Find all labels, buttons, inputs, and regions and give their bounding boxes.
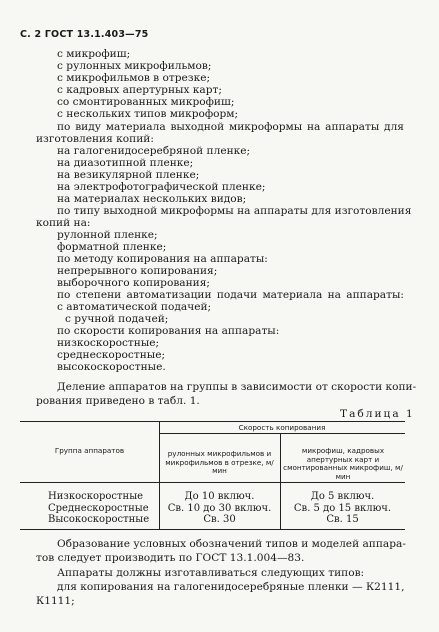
text-line: с нескольких типов микроформ; bbox=[57, 108, 239, 120]
speed-value: Св. 5 до 15 включ. bbox=[293, 502, 392, 514]
group-names bbox=[48, 491, 149, 526]
text-line: на везикулярной пленке; bbox=[57, 169, 200, 181]
speed-value: Св. 15 bbox=[326, 514, 359, 525]
group-name: Среднескоростные bbox=[48, 502, 149, 514]
text-line: форматной пленке; bbox=[57, 241, 167, 253]
subheader-rolls: рулонных микрофильмов и микрофильмов в отрезке, м/мин bbox=[165, 449, 274, 476]
text-line: для копирования на галогенидосеребряные пленки — К2111, bbox=[57, 581, 405, 593]
text-line: с автоматической подачей; bbox=[57, 301, 212, 313]
text-line: рования приведено в табл. 1. bbox=[36, 395, 200, 407]
speed-table bbox=[20, 421, 405, 530]
table-border-top bbox=[20, 421, 405, 422]
text-line: по виду материала выходной микроформы на аппараты для bbox=[57, 121, 404, 133]
speed-value: До 10 включ. bbox=[184, 491, 255, 502]
table-border-bottom bbox=[20, 529, 405, 530]
page-header: С. 2 ГОСТ 13.1.403—75 bbox=[20, 29, 149, 40]
speed-value: Св. 30 bbox=[203, 514, 236, 525]
text-line: непрерывного копирования; bbox=[57, 265, 218, 277]
text-line: Деление аппаратов на группы в зависимости от скорости копи- bbox=[57, 381, 417, 393]
text-line: по методу копирования на аппараты: bbox=[57, 253, 268, 265]
text-line: К1111; bbox=[36, 595, 75, 607]
text-line: среднескоростные; bbox=[57, 349, 166, 361]
text-line: на диазотипной пленке; bbox=[57, 157, 194, 169]
group-column-header: Группа аппаратов bbox=[54, 446, 125, 455]
table-caption: Таблица 1 bbox=[340, 408, 415, 420]
text-line: по степени автоматизации подачи материала на аппараты: bbox=[57, 289, 404, 301]
text-line: с рулонных микрофильмов; bbox=[57, 60, 212, 72]
text-line: с микрофиш; bbox=[57, 48, 131, 60]
text-line: изготовления копий: bbox=[36, 133, 154, 145]
text-line: на электрофотографической пленке; bbox=[57, 181, 266, 193]
col2-values bbox=[280, 491, 405, 526]
text-line: на материалах нескольких видов; bbox=[57, 193, 247, 205]
text-line: с микрофильмов в отрезке; bbox=[57, 72, 211, 84]
group-name: Высокоскоростные bbox=[48, 514, 150, 525]
speed-value: До 5 включ. bbox=[310, 491, 375, 502]
text-line: выборочного копирования; bbox=[57, 277, 210, 289]
text-line: рулонной пленке; bbox=[57, 229, 158, 241]
text-line: по типу выходной микроформы на аппараты для изготовления bbox=[57, 205, 412, 217]
table-header-rule bbox=[20, 482, 405, 483]
speed-value: Св. 10 до 30 включ. bbox=[167, 502, 272, 514]
text-line: низкоскоростные; bbox=[57, 337, 160, 349]
text-line: со смонтированных микрофиш; bbox=[57, 96, 235, 108]
text-line: с кадровых апертурных карт; bbox=[57, 84, 222, 96]
text-line: Аппараты должны изготавливаться следующих типов: bbox=[57, 567, 365, 579]
text-line: высокоскоростные. bbox=[57, 361, 166, 373]
col1-values bbox=[159, 491, 280, 526]
text-line: с ручной подачей; bbox=[65, 313, 169, 325]
text-line: тов следует производить по ГОСТ 13.1.004—83. bbox=[36, 552, 305, 564]
text-line: по скорости копирования на аппараты: bbox=[57, 325, 280, 337]
text-line: Образование условных обозначений типов и моделей аппара- bbox=[57, 538, 406, 550]
text-line: копий на: bbox=[36, 217, 91, 229]
subheader-fiche: микрофиш, кадровых апертурных карт и смонтированных микрофиш, м/мин bbox=[283, 446, 403, 481]
text-line: на галогенидосеребряной пленке; bbox=[57, 145, 251, 157]
group-name: Низкоскоростные bbox=[48, 491, 144, 502]
table-subheader-rule bbox=[159, 433, 405, 434]
speed-header: Скорость копирования bbox=[238, 423, 326, 432]
